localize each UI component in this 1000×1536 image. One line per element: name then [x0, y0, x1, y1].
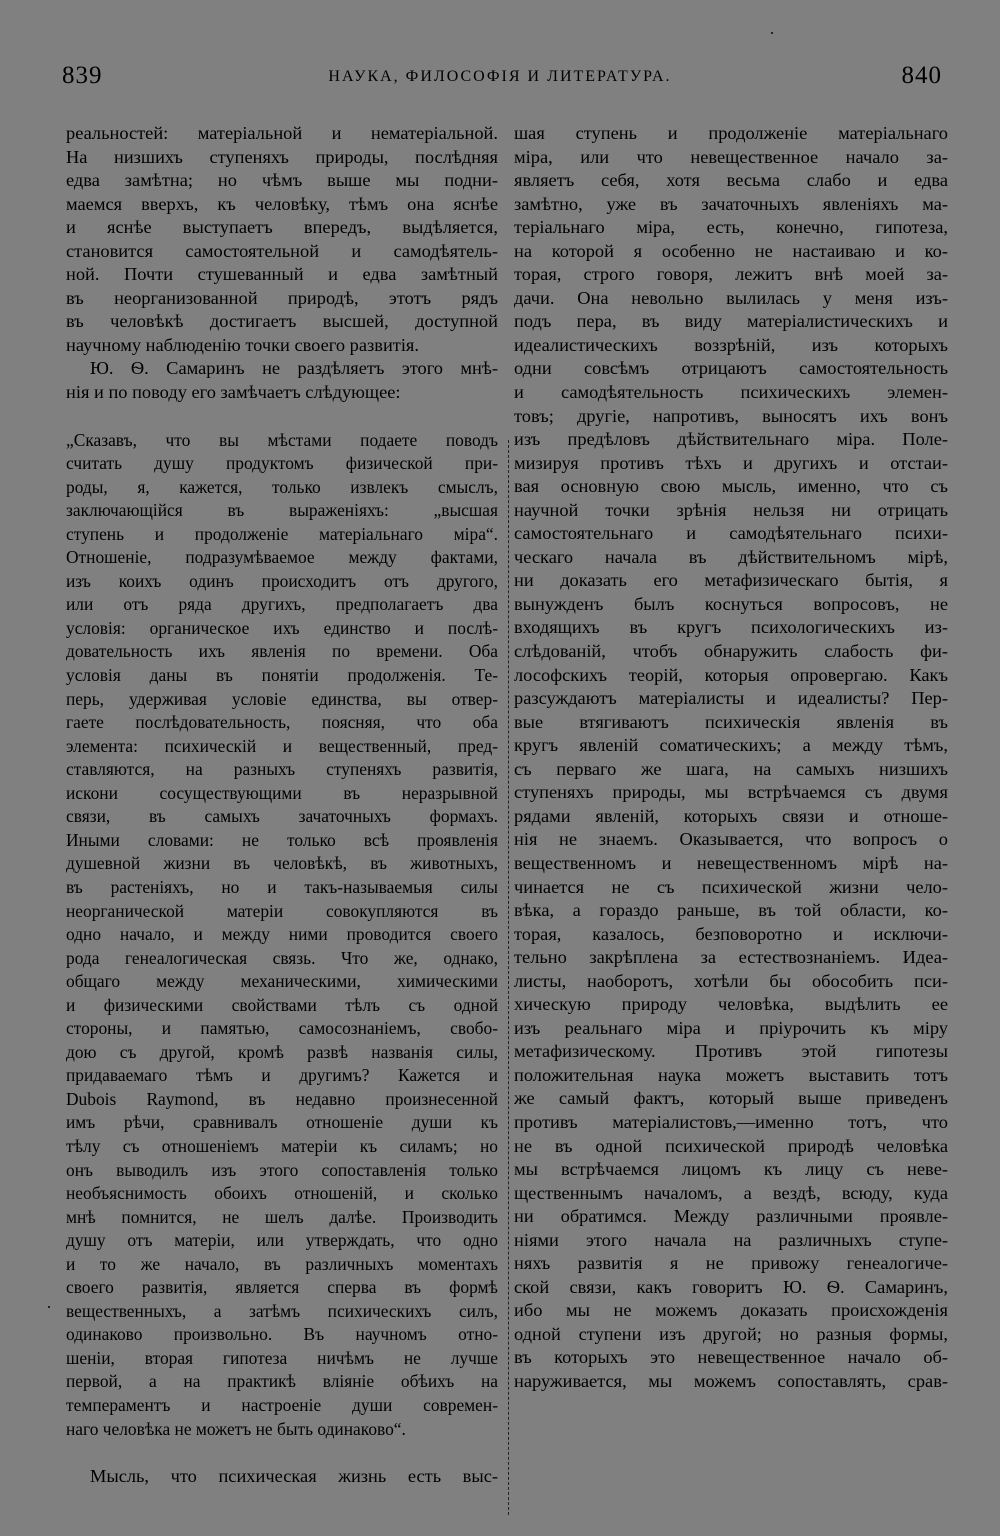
- text-line: ной. Почти стушеванный и едва замѣтный: [66, 264, 498, 285]
- quote-line: тѣлу съ отношеніемъ матеріи къ силамъ; но: [66, 1135, 498, 1156]
- right-page-number: 840: [901, 62, 942, 89]
- text-line: ской связи, какъ говоритъ Ю. Ѳ. Самаринъ,: [514, 1276, 948, 1297]
- quote-line: одинаково произвольно. Въ научномъ отно-: [66, 1324, 498, 1345]
- left-column: [66, 122, 498, 1489]
- text-line: ибо мы не можемъ доказать происхожденія: [514, 1300, 948, 1321]
- quote-line: считать душу продуктомъ физической при-: [66, 453, 498, 474]
- text-line: листы, наоборотъ, хотѣли бы обособить пси-: [514, 970, 948, 991]
- quote-line: или отъ ряда другихъ, предполагаетъ два: [66, 594, 498, 615]
- text-line: въ неорганизованной природѣ, этотъ рядъ: [66, 287, 498, 308]
- column-divider: [508, 440, 510, 1515]
- text-line: ступеняхъ природы, мы встрѣчаемся съ двумя: [514, 782, 948, 803]
- text-line: являетъ себя, хотя весьма слабо и едва: [514, 170, 948, 191]
- text-line: торая, казалось, безповоротно и исключи-: [514, 923, 948, 944]
- text-line: няхъ развитія я не привожу генеалогиче-: [514, 1253, 948, 1274]
- quote-line: роды, я, кажется, только извлекъ смыслъ,: [66, 476, 498, 497]
- text-line: одни совсѣмъ отрицаютъ самостоятельность: [514, 358, 948, 379]
- quote-line: дою съ другой, кромѣ развѣ названія силы,: [66, 1041, 498, 1062]
- quote-line: рода генеалогическая связь. Что же, однако,: [66, 947, 498, 968]
- text-line: научному наблюденію точки своего развитія.: [66, 334, 419, 355]
- quote-line: и то же начало, въ различныхъ моментахъ: [66, 1253, 498, 1274]
- text-line: міра, или что невещественное начало за-: [514, 146, 948, 167]
- quote-line: шеніи, вторая гипотеза ничѣмъ не лучше: [66, 1347, 498, 1368]
- text-line: наруживается, мы можемъ сопоставлять, срав-: [514, 1370, 948, 1391]
- text-line: ни обратимся. Между различными проявле-: [514, 1206, 948, 1227]
- text-line: метафизическому. Противъ этой гипотезы: [514, 1041, 948, 1062]
- text-line: нія не знаемъ. Оказывается, что вопросъ о: [514, 829, 948, 850]
- quote-line: общаго между механическими, химическими: [66, 971, 498, 992]
- quote-line: ставляются, на разныхъ ступеняхъ развитія,: [66, 759, 498, 780]
- quote-line: придаваемаго тѣмъ и другимъ? Кажется и: [66, 1065, 498, 1086]
- quote-line: искони сосуществующими въ неразрывной: [66, 782, 498, 803]
- text-line: вые втягиваютъ психическія явленія въ: [514, 711, 948, 732]
- text-line: же самый фактъ, который выше приведенъ: [514, 1088, 948, 1109]
- quote-line: мнѣ помнится, не шелъ далѣе. Производить: [66, 1206, 498, 1227]
- right-column: [514, 122, 948, 1394]
- quote-line: наго человѣка не можетъ не быть одинаково“.: [66, 1418, 406, 1439]
- quote-line: заключающійся въ выраженіяхъ: „высшая: [66, 500, 498, 521]
- text-line: вая основную свою мысль, именно, что съ: [514, 476, 948, 497]
- text-line: и яснѣе выступаетъ впередъ, выдѣляется,: [66, 217, 498, 238]
- text-line: маемся вверхъ, къ человѣку, тѣмъ она яснѣе: [66, 193, 498, 214]
- text-line: становится самостоятельной и самодѣятель-: [66, 240, 498, 261]
- text-line: и самодѣятельность психическихъ элемен-: [514, 382, 948, 403]
- text-line: реальностей: матеріальной и нематеріальной.: [66, 123, 498, 143]
- text-line: научной точки зрѣнія нельзя ни отрицать: [514, 499, 948, 520]
- text-line: чинается не съ психической жизни чело-: [514, 876, 948, 897]
- quote-line: перь, удерживая условіе единства, вы отвер-: [66, 688, 498, 709]
- quote-line: Dubois Raymond, въ недавно произнесенной: [66, 1088, 498, 1109]
- quote-line: вещественныхъ, а затѣмъ психическихъ силъ,: [66, 1300, 498, 1321]
- text-line: мы встрѣчаемся лицомъ къ лицу съ невe-: [514, 1159, 948, 1180]
- quote-line: душевной жизни въ человѣкѣ, въ животныхъ,: [66, 853, 498, 874]
- text-line: подъ пера, въ виду матеріалистическихъ и: [514, 311, 948, 332]
- running-title: НАУКА, ФИЛОСОФІЯ И ЛИТЕРАТУРА.: [328, 68, 672, 85]
- quote-line: онъ выводилъ изъ этого сопоставленія только: [66, 1159, 498, 1180]
- text-line: изъ реальнаго міра и пріурочить къ міру: [514, 1017, 948, 1038]
- quote-line: изъ коихъ одинъ происходитъ отъ другого,: [66, 570, 498, 591]
- text-line: мизируя противъ тѣхъ и другихъ и отстаи-: [514, 452, 948, 473]
- quote-line: стороны, и памятью, самосознаніемъ, свобо-: [66, 1018, 498, 1039]
- text-line: Мысль, что психическая жизнь есть выс-: [90, 1466, 498, 1487]
- text-line: самостоятельнаго и самодѣятельнаго психи-: [514, 523, 948, 544]
- quote-line: довательность ихъ явленія по времени. Оба: [66, 641, 498, 662]
- text-line: хическую природу человѣка, выдѣлить ее: [514, 994, 948, 1015]
- text-line: съ перваго же шага, на самыхъ низшихъ: [514, 758, 948, 779]
- quote-line: Отношеніе, подразумѣваемое между фактами,: [66, 547, 498, 568]
- text-line: изъ предѣловъ дѣйствительнаго міра. Поле-: [514, 429, 948, 450]
- text-line: На низшихъ ступеняхъ природы, послѣдняя: [66, 146, 498, 167]
- text-line: едва замѣтна; но чѣмъ выше мы подни-: [66, 170, 498, 191]
- scan-speck: [48, 1306, 50, 1308]
- text-line: ніями этого начала на различныхъ ступе-: [514, 1229, 948, 1250]
- text-line: нія и по поводу его замѣчаетъ слѣдующее:: [66, 382, 401, 403]
- quote-line: первой, а на практикѣ вліяніе обѣихъ на: [66, 1371, 498, 1392]
- quote-line: гаете послѣдовательность, поясняя, что оба: [66, 712, 498, 733]
- quote-line: неорганической матеріи совокупляются въ: [66, 900, 498, 921]
- quote-line: связи, въ самыхъ зачаточныхъ формахъ.: [66, 806, 498, 827]
- text-line: рядами явленій, которыхъ связи и отноше-: [514, 805, 948, 826]
- text-line: шая ступень и продолженіе матеріальнаго: [514, 123, 948, 143]
- quote-line: въ растеніяхъ, но и такъ-называемыя силы: [66, 876, 498, 897]
- text-line: вынужденъ былъ коснуться вопросовъ, не: [514, 593, 948, 614]
- text-line: щественнымъ началомъ, а вездѣ, всюду, куда: [514, 1182, 948, 1203]
- text-line: разсуждаютъ матеріалисты и идеалисты? Пер-: [514, 688, 948, 709]
- text-line: вѣка, а гораздо раньше, въ той области, ко-: [514, 900, 948, 921]
- text-line: лософскихъ теорій, которыя опровергаю. Какъ: [514, 664, 948, 685]
- text-line: товъ; другіе, напротивъ, выносятъ ихъ вонъ: [514, 405, 948, 426]
- left-page-number: 839: [62, 62, 103, 89]
- quote-line: элемента: психическій и вещественный, пред-: [66, 735, 498, 756]
- text-line: кругъ явленій соматическихъ; а между тѣмъ,: [514, 735, 948, 756]
- text-line: въ которыхъ это невещественное начало об-: [514, 1347, 948, 1368]
- text-line: ческаго начала въ дѣйствительномъ мірѣ,: [514, 546, 948, 567]
- text-line: Ю. Ѳ. Самаринъ не раздѣляетъ этого мнѣ-: [90, 358, 498, 379]
- paragraph-gap: [66, 405, 498, 429]
- text-line: вещественномъ и невещественномъ мірѣ на-: [514, 852, 948, 873]
- quote-line: „Сказавъ, что вы мѣстами подаете поводъ: [66, 429, 498, 450]
- quote-line: своего развитія, является сперва въ формѣ: [66, 1277, 498, 1298]
- text-line: дачи. Она невольно вылилась у меня изъ-: [514, 287, 948, 308]
- text-line: торая, строго говоря, лежитъ внѣ моей за-: [514, 264, 948, 285]
- text-line: теріальнаго міра, есть, конечно, гипотеза,: [514, 217, 948, 238]
- text-line: противъ матеріалистовъ,—именно тотъ, что: [514, 1111, 948, 1132]
- page-header: [0, 62, 1000, 102]
- quote-line: Иными словами: не только всѣ проявленія: [66, 829, 498, 850]
- text-line: не въ одной психической природѣ человѣка: [514, 1135, 948, 1156]
- text-line: на которой я особенно не настаиваю и ко-: [514, 240, 948, 261]
- text-line: тельно закрѣплена за естествознаніемъ. Идеа-: [514, 947, 948, 968]
- quote-line: темпераментъ и настроеніе души современ-: [66, 1394, 498, 1415]
- quote-line: одно начало, и между ними проводится своего: [66, 924, 498, 945]
- quote-line: необъяснимость обоихъ отношеній, и сколько: [66, 1183, 498, 1204]
- text-line: слѣдованій, чтобъ обнаружить слабость фи-: [514, 641, 948, 662]
- quote-line: и физическими свойствами тѣлъ съ одной: [66, 994, 498, 1015]
- quote-line: условія даны въ понятіи продолженія. Те-: [66, 665, 498, 686]
- text-line: въ человѣкѣ достигаетъ высшей, доступной: [66, 311, 498, 332]
- quote-line: душу отъ матеріи, или утверждать, что одно: [66, 1230, 498, 1251]
- text-line: замѣтно, уже въ зачаточныхъ явленіяхъ ма-: [514, 193, 948, 214]
- text-line: одной ступени изъ другой; но разныя формы,: [514, 1323, 948, 1344]
- text-line: идеалистическихъ воззрѣній, изъ которыхъ: [514, 334, 948, 355]
- text-line: входящихъ въ кругъ психологическихъ из-: [514, 617, 948, 638]
- quote-line: имъ рѣчи, сравнивалъ отношеніе души къ: [66, 1112, 498, 1133]
- scan-speck: [771, 32, 773, 34]
- paragraph-gap: [66, 1441, 498, 1465]
- quote-line: условія: органическое ихъ единство и послѣ-: [66, 617, 498, 638]
- text-line: положительная наука можетъ выставить тотъ: [514, 1064, 948, 1085]
- quote-line: ступень и продолженіе матеріальнаго міра“.: [66, 523, 498, 544]
- text-line: ни доказать его метафизическаго бытія, я: [514, 570, 948, 591]
